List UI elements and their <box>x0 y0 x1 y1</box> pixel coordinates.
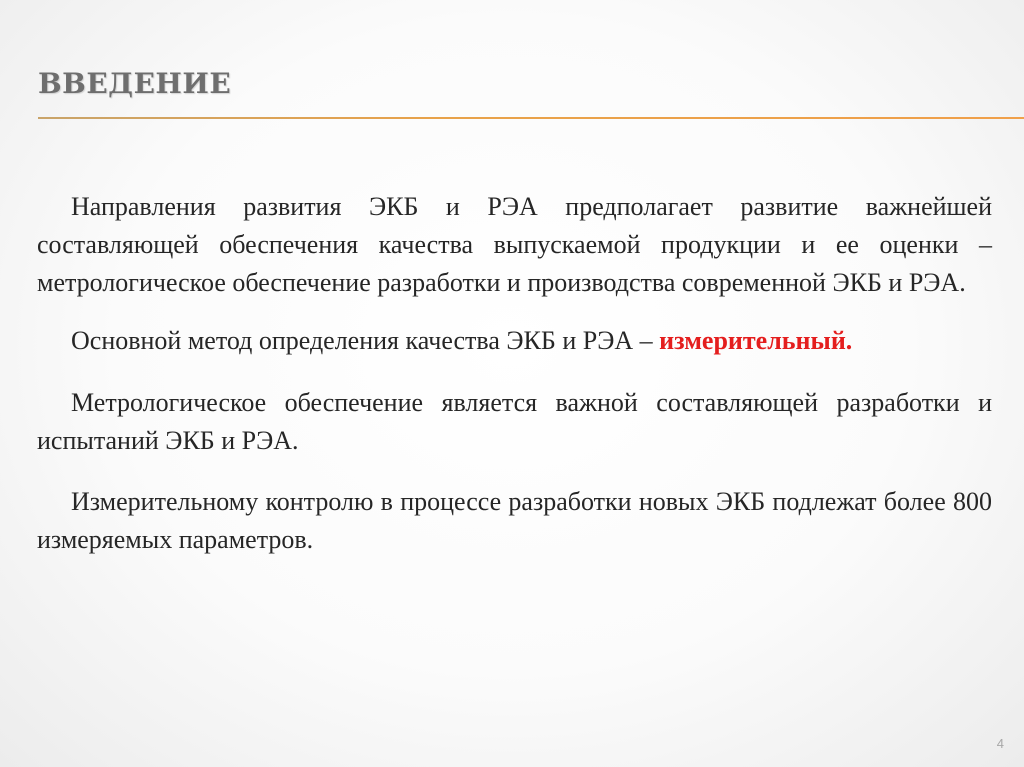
paragraph-metrology-support: Метрологическое обеспечение является важной составляющей разработки и испытаний ЭКБ и РЭА. <box>37 388 992 455</box>
main-method-text: Основной метод определения качества ЭКБ и РЭА – <box>71 326 660 355</box>
page-number: 4 <box>996 736 1004 751</box>
paragraph-measurement-control: Измерительному контролю в процессе разработки новых ЭКБ подлежат более 800 измеряемых параметров. <box>37 487 992 554</box>
slide-title: ВВЕДЕНИЕ <box>38 67 232 100</box>
main-method-emphasis: измерительный. <box>659 326 853 355</box>
slide-body <box>37 188 992 559</box>
paragraph-ekb-rea-development: Направления развития ЭКБ и РЭА предполагает развитие важнейшей составляющей обеспечения качества выпускаемой продукции и ее оценки – метрологическое обеспечение разработки и производства современной ЭКБ и РЭА. <box>37 192 992 297</box>
title-divider <box>38 117 1024 119</box>
paragraph-main-method <box>37 322 992 360</box>
